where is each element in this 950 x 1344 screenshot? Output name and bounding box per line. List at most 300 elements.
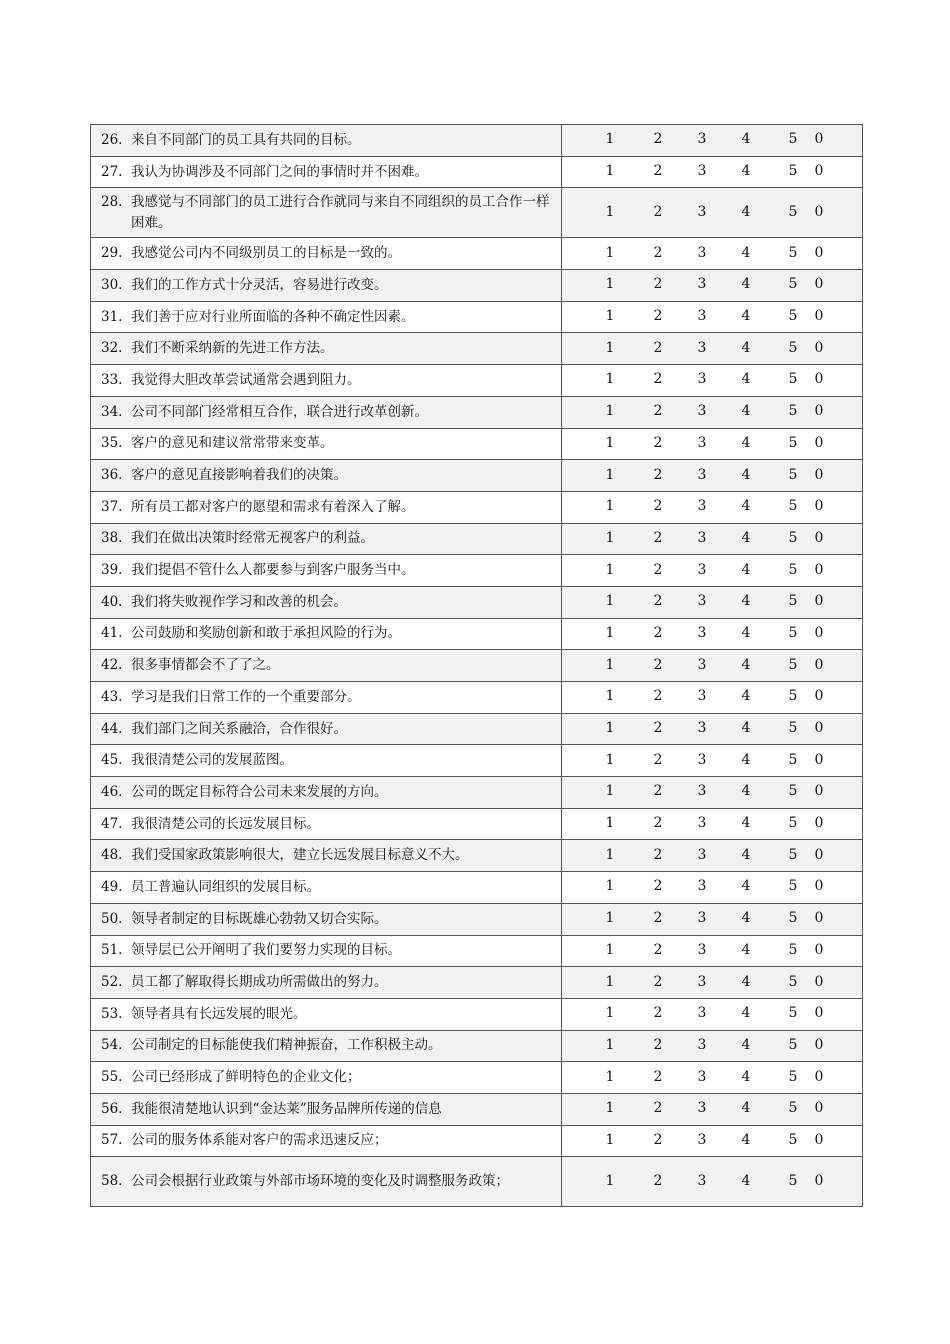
question-number: 49. [101,878,123,895]
rating-option[interactable]: 2 [653,1131,663,1148]
rating-option[interactable]: 2 [653,720,663,737]
rating-option[interactable]: 0 [814,720,824,737]
rating-option[interactable]: 4 [741,910,751,927]
rating-option[interactable]: 1 [605,973,615,990]
rating-option[interactable]: 0 [814,910,824,927]
question-cell [91,270,562,302]
rating-option[interactable]: 1 [605,403,615,420]
rating-option[interactable]: 5 [788,244,798,261]
rating-option[interactable]: 5 [788,498,798,515]
question [91,1067,561,1088]
rating-option[interactable]: 1 [605,163,615,180]
question-number: 40. [101,593,123,610]
rating-scale [562,877,862,897]
rating-option[interactable]: 5 [788,339,798,356]
question-number: 52. [101,974,123,991]
rating-option[interactable]: 5 [788,1005,798,1022]
rating-scale [562,402,862,422]
rating-option[interactable]: 3 [697,1172,707,1189]
rating-option[interactable]: 1 [605,910,615,927]
rating-scale-cell [562,491,863,523]
question [91,592,561,613]
rating-option[interactable]: 5 [788,593,798,610]
question-text: 员工都了解取得长期成功所需做出的努力。 [131,974,388,991]
rating-scale-cell [562,682,863,714]
rating-option[interactable]: 2 [653,131,663,148]
rating-option[interactable]: 1 [605,1036,615,1053]
rating-option[interactable]: 5 [788,1131,798,1148]
question-text: 我很清楚公司的长远发展目标。 [131,815,320,832]
question-row [91,935,863,967]
rating-option[interactable]: 2 [653,371,663,388]
rating-option[interactable]: 2 [653,751,663,768]
rating-option[interactable]: 2 [653,815,663,832]
question-text: 客户的意见和建议常常带来变革。 [131,435,334,452]
question-text: 公司会根据行业政策与外部市场环境的变化及时调整服务政策； [131,1173,509,1190]
rating-option[interactable]: 5 [788,910,798,927]
rating-option[interactable]: 4 [741,751,751,768]
rating-option[interactable]: 4 [741,688,751,705]
rating-option[interactable]: 2 [653,276,663,293]
rating-option[interactable]: 3 [697,561,707,578]
question [91,909,561,930]
rating-option[interactable]: 2 [653,434,663,451]
rating-option[interactable]: 0 [814,203,824,220]
rating-scale [562,909,862,929]
rating-option[interactable]: 4 [741,1068,751,1085]
rating-option[interactable]: 2 [653,1005,663,1022]
question-cell [91,156,562,188]
question-row [91,156,863,188]
rating-option[interactable]: 4 [741,624,751,641]
rating-option[interactable]: 3 [697,498,707,515]
rating-option[interactable]: 3 [697,688,707,705]
rating-option[interactable]: 4 [741,203,751,220]
rating-option[interactable]: 0 [814,1100,824,1117]
rating-option[interactable]: 5 [788,466,798,483]
question [91,940,561,961]
question-number: 35. [101,435,123,452]
rating-option[interactable]: 3 [697,308,707,325]
rating-option[interactable]: 2 [653,403,663,420]
rating-option[interactable]: 3 [697,403,707,420]
rating-option[interactable]: 3 [697,276,707,293]
rating-option[interactable]: 0 [814,815,824,832]
rating-option[interactable]: 0 [814,403,824,420]
rating-option[interactable]: 4 [741,1131,751,1148]
rating-option[interactable]: 3 [697,815,707,832]
rating-scale [562,497,862,517]
rating-option[interactable]: 0 [814,339,824,356]
question-cell [91,333,562,365]
rating-option[interactable]: 1 [605,593,615,610]
rating-option[interactable]: 4 [741,973,751,990]
rating-option[interactable]: 0 [814,371,824,388]
question [91,972,561,993]
question-number: 47. [101,815,123,832]
rating-option[interactable]: 5 [788,878,798,895]
rating-option[interactable]: 2 [653,1100,663,1117]
rating-option[interactable]: 0 [814,466,824,483]
rating-option[interactable]: 0 [814,1036,824,1053]
question-number: 34. [101,403,123,420]
rating-option[interactable]: 2 [653,203,663,220]
rating-option[interactable]: 1 [605,466,615,483]
rating-option[interactable]: 4 [741,1005,751,1022]
rating-option[interactable]: 1 [605,1068,615,1085]
rating-option[interactable]: 0 [814,276,824,293]
question [91,497,561,518]
rating-option[interactable]: 5 [788,815,798,832]
rating-option[interactable]: 4 [741,846,751,863]
rating-option[interactable]: 3 [697,973,707,990]
question-row [91,1062,863,1094]
question-number: 55. [101,1069,123,1086]
rating-option[interactable]: 2 [653,1036,663,1053]
question-text: 所有员工都对客户的愿望和需求有着深入了解。 [131,498,415,515]
rating-option[interactable]: 2 [653,656,663,673]
question-row [91,188,863,238]
rating-option[interactable]: 0 [814,878,824,895]
question-cell [91,903,562,935]
rating-option[interactable]: 1 [605,846,615,863]
question-cell [91,188,562,238]
question-cell [91,1062,562,1094]
rating-option[interactable]: 1 [605,941,615,958]
rating-option[interactable]: 1 [605,815,615,832]
rating-option[interactable]: 2 [653,941,663,958]
rating-scale [562,529,862,549]
rating-option[interactable]: 4 [741,593,751,610]
rating-option[interactable]: 5 [788,131,798,148]
rating-option[interactable]: 1 [605,561,615,578]
rating-option[interactable]: 3 [697,1100,707,1117]
rating-option[interactable]: 2 [653,688,663,705]
question-row [91,903,863,935]
rating-option[interactable]: 4 [741,656,751,673]
rating-option[interactable]: 3 [697,783,707,800]
rating-option[interactable]: 0 [814,656,824,673]
rating-option[interactable]: 2 [653,561,663,578]
rating-option[interactable]: 4 [741,1172,751,1189]
rating-scale [562,782,862,802]
question-number: 33. [101,371,123,388]
question [91,433,561,454]
rating-option[interactable]: 1 [605,688,615,705]
rating-scale-cell [562,808,863,840]
rating-option[interactable]: 0 [814,973,824,990]
rating-option[interactable]: 4 [741,371,751,388]
rating-option[interactable]: 3 [697,1131,707,1148]
rating-option[interactable]: 4 [741,244,751,261]
rating-option[interactable]: 4 [741,434,751,451]
question-cell [91,998,562,1030]
rating-scale-cell [562,998,863,1030]
question [91,192,561,234]
rating-option[interactable]: 5 [788,624,798,641]
rating-scale-cell [562,1030,863,1062]
question [91,687,561,708]
rating-option[interactable]: 4 [741,131,751,148]
rating-option[interactable]: 4 [741,561,751,578]
question [91,402,561,423]
rating-option[interactable]: 0 [814,751,824,768]
rating-option[interactable]: 5 [788,308,798,325]
rating-option[interactable]: 2 [653,498,663,515]
rating-option[interactable]: 0 [814,308,824,325]
rating-option[interactable]: 2 [653,308,663,325]
rating-option[interactable]: 5 [788,403,798,420]
rating-option[interactable]: 3 [697,371,707,388]
rating-scale [562,244,862,264]
rating-scale-cell [562,125,863,157]
rating-option[interactable]: 3 [697,910,707,927]
rating-option[interactable]: 1 [605,783,615,800]
rating-option[interactable]: 4 [741,498,751,515]
rating-option[interactable]: 5 [788,688,798,705]
question-row [91,333,863,365]
rating-option[interactable]: 1 [605,308,615,325]
question-row [91,238,863,270]
question [91,877,561,898]
rating-option[interactable]: 3 [697,434,707,451]
rating-option[interactable]: 0 [814,434,824,451]
rating-scale [562,846,862,866]
rating-option[interactable]: 4 [741,403,751,420]
question-cell [91,301,562,333]
rating-option[interactable]: 3 [697,878,707,895]
rating-option[interactable]: 5 [788,163,798,180]
rating-scale [562,1004,862,1024]
rating-option[interactable]: 1 [605,1131,615,1148]
rating-option[interactable]: 0 [814,688,824,705]
rating-option[interactable]: 0 [814,783,824,800]
question-cell [91,428,562,460]
rating-scale [562,1068,862,1088]
rating-option[interactable]: 1 [605,529,615,546]
rating-option[interactable]: 0 [814,131,824,148]
rating-option[interactable]: 1 [605,203,615,220]
rating-scale-cell [562,333,863,365]
question-cell [91,125,562,157]
rating-option[interactable]: 4 [741,878,751,895]
rating-option[interactable]: 5 [788,276,798,293]
rating-option[interactable]: 5 [788,1068,798,1085]
rating-option[interactable]: 0 [814,498,824,515]
rating-option[interactable]: 1 [605,371,615,388]
rating-option[interactable]: 5 [788,561,798,578]
question [91,465,561,486]
rating-option[interactable]: 1 [605,656,615,673]
rating-option[interactable]: 1 [605,720,615,737]
rating-option[interactable]: 2 [653,244,663,261]
rating-option[interactable]: 4 [741,339,751,356]
rating-option[interactable]: 5 [788,751,798,768]
rating-option[interactable]: 2 [653,910,663,927]
rating-option[interactable]: 3 [697,1036,707,1053]
rating-option[interactable]: 4 [741,529,751,546]
rating-scale [562,719,862,739]
question-cell [91,713,562,745]
rating-scale [562,339,862,359]
rating-option[interactable]: 2 [653,1172,663,1189]
rating-option[interactable]: 0 [814,846,824,863]
question [91,1099,561,1120]
question-number: 42. [101,657,123,674]
rating-option[interactable]: 5 [788,203,798,220]
question-cell [91,618,562,650]
rating-option[interactable]: 3 [697,466,707,483]
rating-option[interactable]: 5 [788,1172,798,1189]
rating-option[interactable]: 5 [788,371,798,388]
rating-option[interactable]: 0 [814,529,824,546]
rating-option[interactable]: 5 [788,1036,798,1053]
rating-option[interactable]: 3 [697,244,707,261]
rating-option[interactable]: 1 [605,339,615,356]
rating-option[interactable]: 2 [653,973,663,990]
question-cell [91,1157,562,1207]
rating-scale-cell [562,1125,863,1157]
question-text: 我们将失败视作学习和改善的机会。 [131,593,347,610]
rating-option[interactable]: 5 [788,1100,798,1117]
question-number: 54. [101,1037,123,1054]
rating-scale-cell [562,238,863,270]
rating-scale [562,466,862,486]
rating-option[interactable]: 5 [788,783,798,800]
rating-option[interactable]: 0 [814,561,824,578]
rating-scale [562,1131,862,1151]
question [91,130,561,151]
rating-option[interactable]: 2 [653,529,663,546]
rating-option[interactable]: 1 [605,131,615,148]
question-cell [91,523,562,555]
rating-scale-cell [562,523,863,555]
rating-option[interactable]: 2 [653,1068,663,1085]
question-number: 36. [101,467,123,484]
rating-scale [562,162,862,182]
rating-option[interactable]: 3 [697,131,707,148]
rating-option[interactable]: 1 [605,1100,615,1117]
rating-option[interactable]: 0 [814,1172,824,1189]
rating-option[interactable]: 0 [814,1068,824,1085]
rating-option[interactable]: 3 [697,941,707,958]
rating-option[interactable]: 3 [697,1068,707,1085]
rating-option[interactable]: 3 [697,751,707,768]
rating-option[interactable]: 5 [788,846,798,863]
rating-option[interactable]: 5 [788,434,798,451]
question [91,275,561,296]
question-text: 我们提倡不管什么人都要参与到客户服务当中。 [131,562,415,579]
rating-option[interactable]: 4 [741,1100,751,1117]
question-text: 我们善于应对行业所面临的各种不确定性因素。 [131,308,415,325]
rating-option[interactable]: 4 [741,720,751,737]
rating-option[interactable]: 3 [697,656,707,673]
rating-scale-cell [562,903,863,935]
rating-scale-cell [562,365,863,397]
rating-option[interactable]: 4 [741,815,751,832]
rating-option[interactable]: 4 [741,163,751,180]
rating-option[interactable]: 1 [605,1005,615,1022]
rating-option[interactable]: 1 [605,624,615,641]
question-number: 29. [101,245,123,262]
rating-option[interactable]: 2 [653,163,663,180]
rating-option[interactable]: 5 [788,720,798,737]
question-text: 员工普遍认同组织的发展目标。 [131,878,320,895]
question-cell [91,840,562,872]
question-text: 我认为协调涉及不同部门之间的事情时并不困难。 [131,163,428,180]
rating-scale-cell [562,935,863,967]
rating-option[interactable]: 5 [788,529,798,546]
rating-option[interactable]: 2 [653,846,663,863]
rating-option[interactable]: 3 [697,593,707,610]
rating-option[interactable]: 2 [653,878,663,895]
rating-option[interactable]: 0 [814,1005,824,1022]
rating-scale [562,1036,862,1056]
rating-option[interactable]: 2 [653,593,663,610]
rating-option[interactable]: 0 [814,941,824,958]
rating-option[interactable]: 2 [653,466,663,483]
rating-option[interactable]: 4 [741,276,751,293]
rating-option[interactable]: 1 [605,434,615,451]
rating-option[interactable]: 3 [697,1005,707,1022]
rating-option[interactable]: 2 [653,624,663,641]
rating-option[interactable]: 4 [741,1036,751,1053]
rating-option[interactable]: 3 [697,339,707,356]
rating-option[interactable]: 3 [697,624,707,641]
rating-option[interactable]: 4 [741,466,751,483]
rating-option[interactable]: 0 [814,1131,824,1148]
rating-option[interactable]: 4 [741,783,751,800]
question-text: 学习是我们日常工作的一个重要部分。 [131,688,361,705]
rating-option[interactable]: 1 [605,751,615,768]
rating-scale [562,941,862,961]
rating-option[interactable]: 1 [605,498,615,515]
rating-option[interactable]: 3 [697,529,707,546]
question-row [91,998,863,1030]
rating-scale [562,656,862,676]
question [91,243,561,264]
question-cell [91,555,562,587]
question-row [91,1093,863,1125]
rating-option[interactable]: 5 [788,656,798,673]
question-number: 58. [101,1173,123,1190]
rating-option[interactable]: 5 [788,941,798,958]
rating-option[interactable]: 0 [814,163,824,180]
rating-option[interactable]: 0 [814,244,824,261]
rating-option[interactable]: 2 [653,339,663,356]
rating-option[interactable]: 5 [788,973,798,990]
question-text: 领导者具有长远发展的眼光。 [131,1005,307,1022]
rating-option[interactable]: 1 [605,276,615,293]
rating-option[interactable]: 1 [605,878,615,895]
question-row [91,682,863,714]
rating-option[interactable]: 2 [653,783,663,800]
rating-option[interactable]: 1 [605,1172,615,1189]
rating-option[interactable]: 3 [697,203,707,220]
rating-option[interactable]: 0 [814,593,824,610]
rating-option[interactable]: 3 [697,163,707,180]
rating-option[interactable]: 3 [697,720,707,737]
rating-option[interactable]: 1 [605,244,615,261]
rating-option[interactable]: 4 [741,941,751,958]
rating-option[interactable]: 3 [697,846,707,863]
rating-option[interactable]: 0 [814,624,824,641]
question-row [91,967,863,999]
rating-option[interactable]: 4 [741,308,751,325]
question-cell [91,745,562,777]
question [91,1171,561,1192]
question-text: 我感觉公司内不同级别员工的目标是一致的。 [131,245,401,262]
